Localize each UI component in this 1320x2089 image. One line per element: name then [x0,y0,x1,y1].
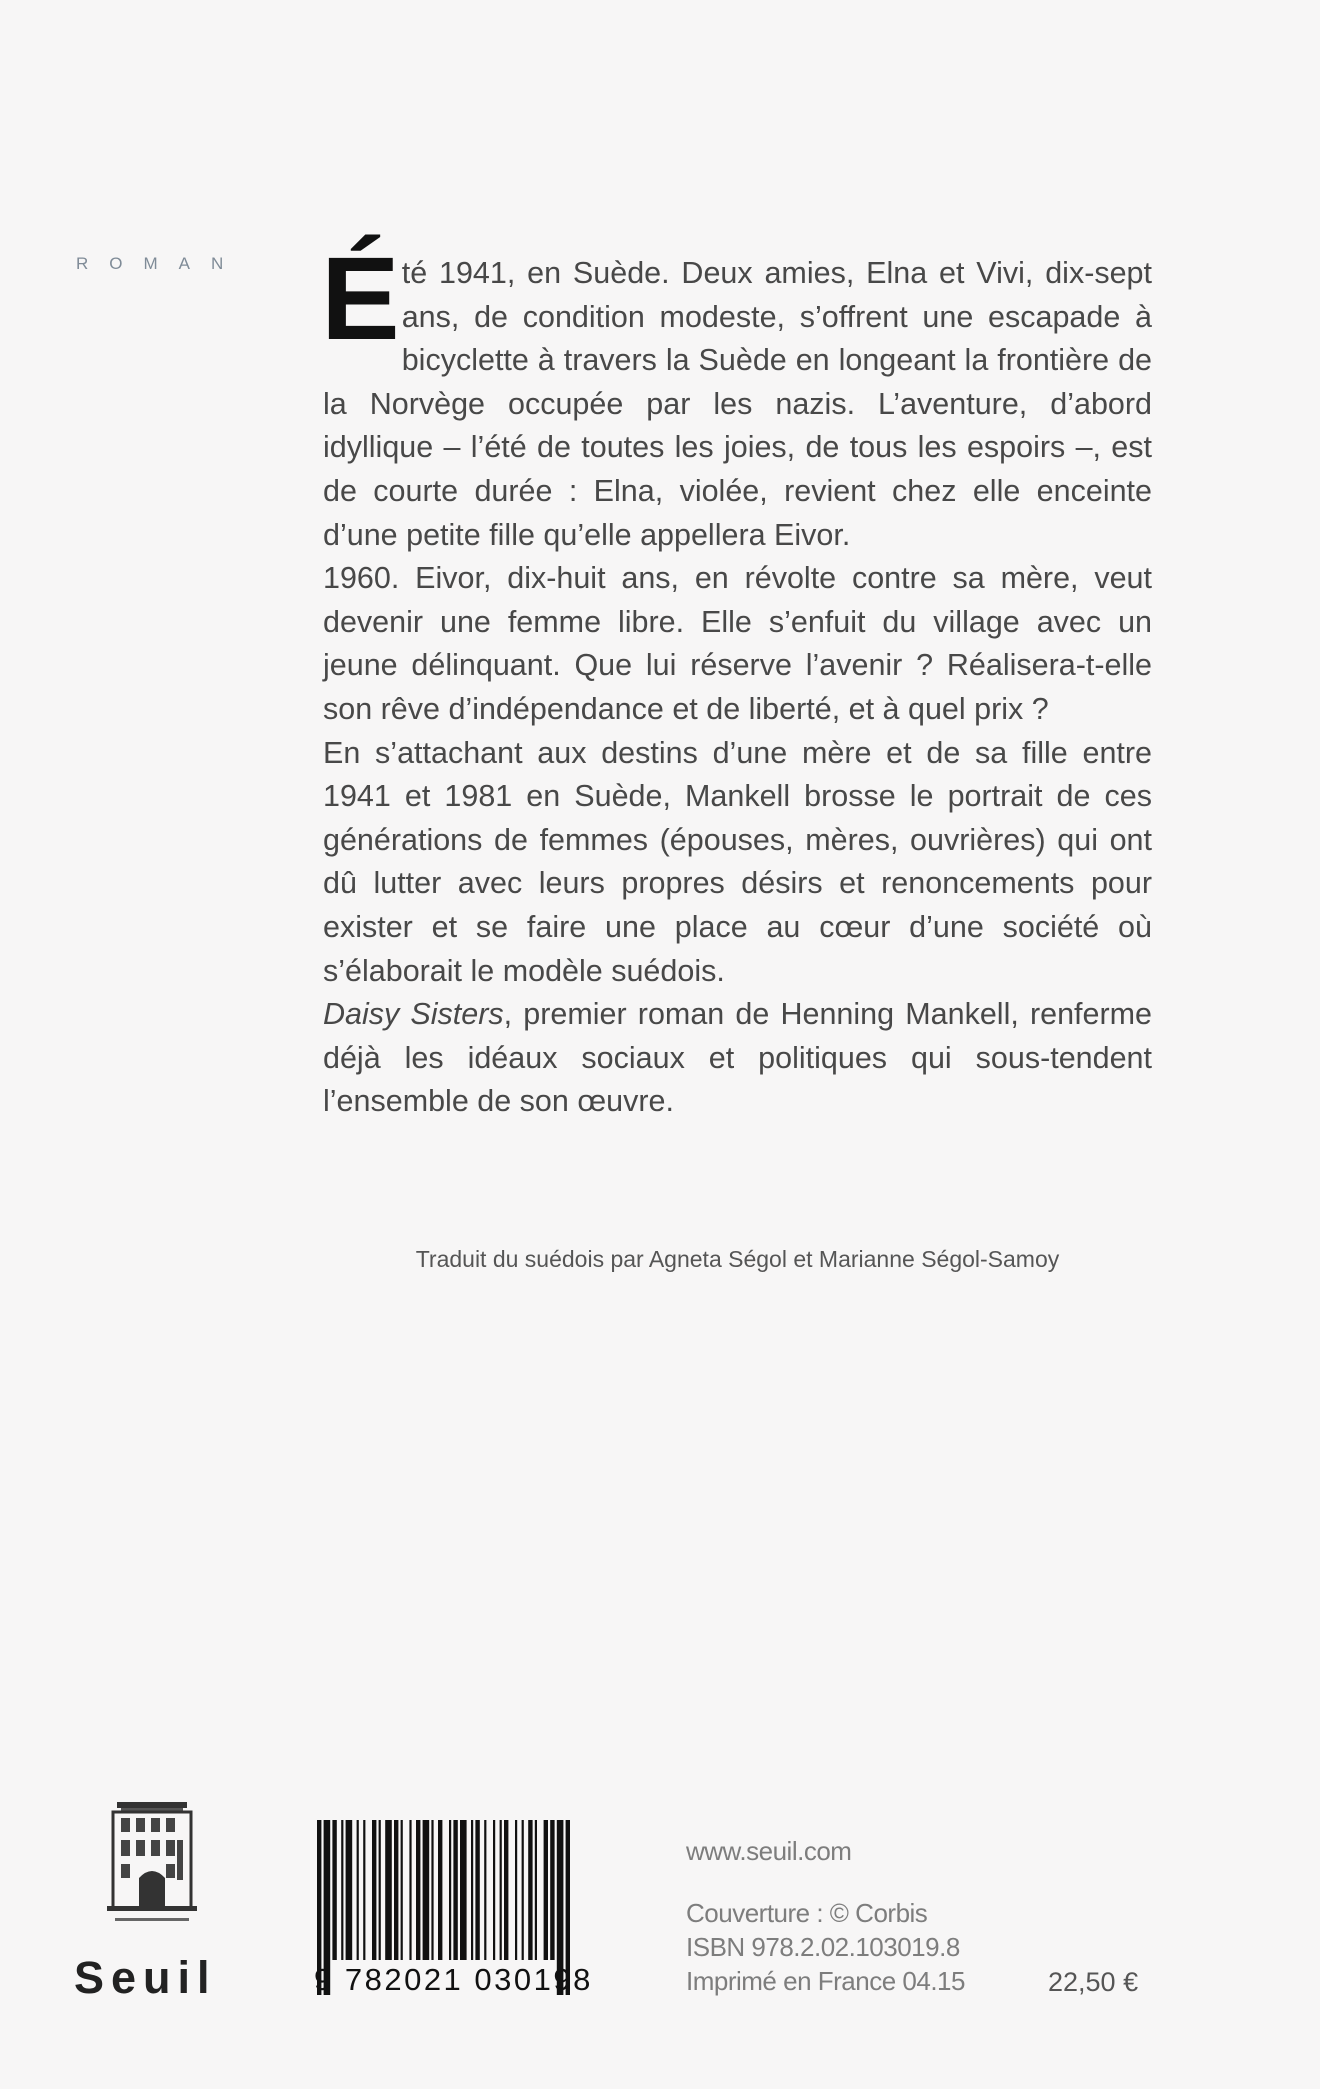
barcode-number: 9 782021 030198 [314,1962,593,1997]
price: 22,50 € [1048,1967,1139,1997]
genre-label: ROMAN [76,254,245,273]
printing-info: Imprimé en France 04.15 [686,1966,965,1996]
blurb-paragraph-1-text: té 1941, en Suède. Deux amies, Elna et Vivi, dix-sept ans, de condition modeste, s’offrent une escapade à bicyclette à travers la Suède en longeant la frontière de la Norvège occupée par les nazis. L’aventure, d’abord idyllique – l’été de toutes les joies, de tous les espoirs –, est de courte durée : Elna, violée, revient chez elle enceinte d’une petite fille qu’elle appellera Eivor. [323,256,1152,552]
isbn: ISBN 978.2.02.103019.8 [686,1932,960,1962]
blurb-paragraph-2: 1960. Eivor, dix-huit ans, en révolte contre sa mère, veut devenir une femme libre. Elle s’enfuit du village avec un jeune délinquant. Que lui réserve l’avenir ? Réalisera-t-elle son rêve d’indépendance et de liberté, et à quel prix ? [323,561,1152,726]
publisher-website[interactable]: www.seuil.com [686,1836,852,1866]
book-title-italic: Daisy Sisters [323,997,504,1032]
blurb-paragraph-4-text: , premier roman de Henning Mankell, renferme déjà les idéaux sociaux et politiques qui sous-tendent l’ensemble de son œuvre. [323,997,1153,1119]
blurb-paragraph-3: En s’attachant aux destins d’une mère et de sa fille entre 1941 et 1981 en Suède, Mankell brosse le portrait de ces générations de femmes (épouses, mères, ouvrières) qui ont dû lutter avec leurs propres désirs et renoncements pour exister et se faire une place au cœur d’une société où s’élaborait le modèle suédois. [323,735,1152,988]
cover-credit: Couverture : © Corbis [686,1898,928,1928]
drop-cap: É [321,233,400,365]
publisher-name: Seuil [74,1952,217,2003]
blurb-paragraph-4 [323,993,1152,1124]
building-facade-logo-icon [105,1800,199,1930]
translator-credit: Traduit du suédois par Agneta Ségol et Marianne Ségol-Samoy [415,1246,1060,1272]
back-cover-blurb [321,233,1153,1124]
blurb-paragraph-1 [321,233,1152,557]
